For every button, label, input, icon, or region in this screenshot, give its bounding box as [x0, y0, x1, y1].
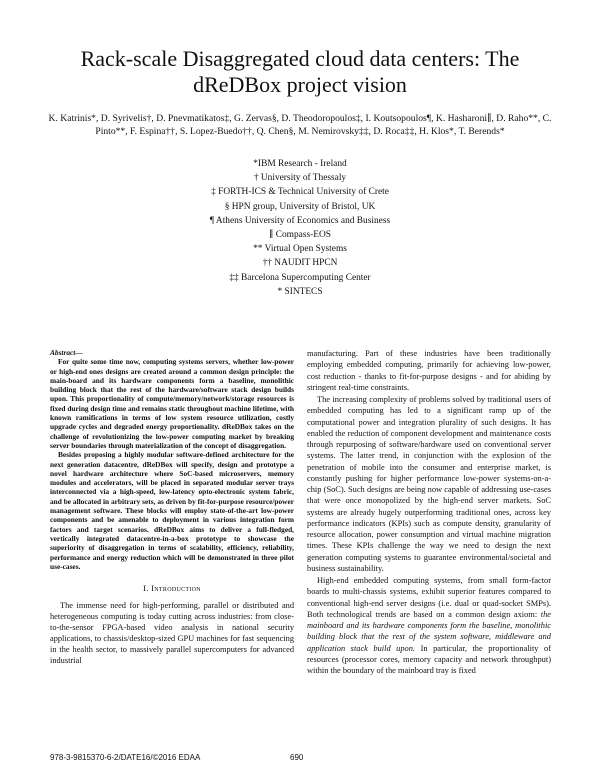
design-axiom: the mainboard and its hardware components form the baseline, monolithic building block that the rest of the system software, middleware and application stack build upon. — [307, 609, 551, 653]
affiliation-line: ¶ Athens University of Economics and Business — [209, 215, 391, 226]
right-paragraph-3-tail: In particular, the proportionality of resources (processor cores, memory capacity and network throughput) within the boundary of the mainboard tray is fixed — [307, 643, 551, 675]
intro-paragraph: The immense need for high-performing, parallel or distributed and heterogeneous computing is today cutting across industries: from close-to-the-sensor FPGA-based video analysis in national security applications, to chassis/desktop-sized GPU machines for fast sequencing in the health sector, to massively parallel supercomputers for advanced industrial — [50, 600, 294, 665]
affiliation-line: †† NAUDIT HPCN — [262, 258, 338, 269]
left-column — [50, 348, 294, 666]
affiliation-line: * SINTECS — [277, 286, 323, 297]
abstract — [50, 348, 294, 571]
section-number: I. — [143, 583, 149, 594]
affiliation-line: ‡ FORTH-ICS & Technical University of Crete — [211, 187, 389, 198]
paper-title: Rack-scale Disaggregated cloud data centers: The dReDBox project vision — [80, 46, 520, 97]
abstract-paragraph-1: For quite some time now, computing systems servers, whether low-power or high-end ones designs are created around a common design principle: the main-board and its hardware components form a baseline, monolithic building block that the rest of the hardware/software stack design builds upon. This proportionality of compute/memory/network/storage resources is fixed during design time and remains static throughout machine lifetime, with known ramifications in terms of low system resource utilization, costly upgrade cycles and degraded energy proportionality. dReDBox takes on the challenge of revolutionizing the low-power computing market by breaking server boundaries through materialization of the concept of disaggregation. — [50, 357, 294, 450]
affiliation-list — [120, 157, 480, 299]
right-paragraph-2: The increasing complexity of problems solved by traditional users of embedded computing has led to a significant ramp up of the computational power and integration plurality of such designs. It has enabled the reduction of component development and maintenance costs through repurposing of software/hardware used on conventional server systems. The latter trend, in conjunction with the explosion of the penetration of mobile into the consumer and enterprise market, is constantly pushing for higher performance low-power systems-on-a-chip (SoC). Such designs are being now capable of addressing use-cases that were once monopolized by the high-end server markets. SoC systems are already hugely outperforming traditional ones, across key performance indicators (KPIs) such as compute density, granularity of resource allocation, power consumption and virtual machine migration times. These KPIs challenge the way we need to design the next generation computing systems to guarantee environmental/societal and business sustainability. — [307, 395, 551, 573]
affiliation-line: † University of Thessaly — [253, 173, 347, 184]
affiliation-line: ∥ Compass-EOS — [269, 230, 331, 241]
affiliation-line: ** Virtual Open Systems — [253, 244, 347, 255]
abstract-label: Abstract— — [50, 348, 83, 357]
right-paragraph-1: manufacturing. Part of these industries have been traditionally employing embedded computing, primarily for achieving low-power, cost reduction - thanks to fit-for-purpose designs - and for abiding by stringent real-time constraints. — [307, 349, 551, 392]
abstract-paragraph-2: Besides proposing a highly modular software-defined architecture for the next generation datacentre, dReDBox will specify, design and prototype a novel hardware architecture where SoC-based microservers, memory modules and accelerators, will be placed in separated modular server trays interconnected via a high-speed, low-latency opto-electronic system fabric, and be allocated in arbitrary sets, as driven by fit-for-purpose resource/power management software. These blocks will employ state-of-the-art low-power components and be amenable to deployment in various integration form factors and target scenarios. dReDBox aims to deliver a full-fledged, vertically integrated datacentre-in-a-box prototype to showcase the superiority of disaggregation in terms of scalability, efficiency, reliability, performance and energy reduction which will be demonstrated in three pilot use-cases. — [50, 450, 294, 571]
affiliation-line: § HPN group, University of Bristol, UK — [224, 201, 376, 212]
page-number: 690 — [290, 753, 304, 762]
affiliation-line: ‡‡ Barcelona Supercomputing Center — [229, 272, 371, 283]
author-list: K. Katrinis*, D. Syrivelis†, D. Pnevmatikatos‡, G. Zervas§, D. Theodoropoulos‡, I. Koutsopoulos¶, K. Hasharoni∥, D. Raho**, C. Pinto**, F. Espina††, S. Lopez-Buedo††, Q. Chen§, M. Nemirovsky‡‡, D. Roca‡‡, H. Klos*, T. Berends* — [48, 113, 552, 137]
section-title: Introduction — [151, 583, 201, 594]
affiliation-line: *IBM Research - Ireland — [253, 159, 347, 169]
footer-isbn: 978-3-9815370-6-2/DATE16/©2016 EDAA — [50, 753, 201, 762]
right-column — [307, 348, 551, 677]
right-paragraph-3-text: High-end embedded computing systems, from small form-factor boards to multi-chassis systems, exhibit superior features compared to conventional high-end server designs (i.e. dual or quad-socket SMPs). Both technological trends are based on a common design axiom: — [307, 576, 551, 619]
section-heading — [50, 583, 294, 593]
right-paragraph-3 — [307, 575, 551, 676]
